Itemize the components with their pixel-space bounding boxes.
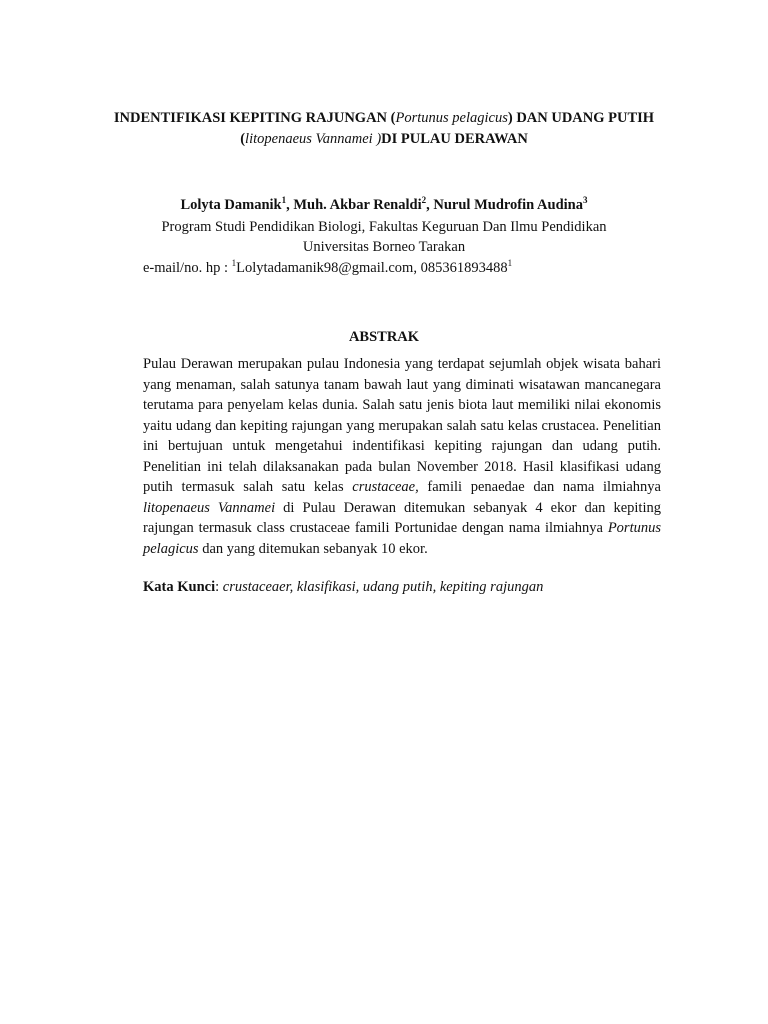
keywords-terms: crustaceaer, klasifikasi, udang putih, kepiting rajungan: [222, 579, 544, 595]
affiliation: [100, 217, 668, 257]
title-species-shrimp: litopenaeus Vannamei ): [245, 131, 382, 147]
affiliation-department: Program Studi Pendidikan Biologi, Fakultas Keguruan Dan Ilmu Pendidikan: [161, 219, 607, 235]
author-affiliation-mark: 1: [281, 195, 287, 206]
affiliation-university: Universitas Borneo Tarakan: [302, 239, 466, 255]
contact-mark: 1: [231, 258, 237, 269]
abstract-text: dan yang ditemukan sebanyak 10 ekor.: [198, 540, 428, 557]
abstract-heading: ABSTRAK: [348, 329, 420, 345]
title-text: DI PULAU DERAWAN: [381, 131, 528, 147]
contact-line: [143, 258, 512, 278]
abstract-italic: crustaceae,: [352, 479, 419, 495]
abstract-italic: Portunus pelagicus: [143, 520, 661, 557]
contact-mark: 1: [507, 258, 513, 269]
abstract-text: famili penaedae dan nama ilmiahnya: [418, 479, 661, 495]
author-name: , Muh. Akbar Renaldi: [286, 197, 422, 213]
keywords-line: [143, 577, 543, 597]
keywords-separator: :: [215, 579, 223, 595]
abstract-text: Pulau Derawan merupakan pulau Indonesia yang terdapat sejumlah objek wisata bahari yang menaman, salah satunya tanam bawah laut yang diminati wisatawan mancanegara terutama para penyelam kelas dunia. Salah satu jenis biota laut memiliki nilai ekonomis yaitu udang dan kepiting rajungan yang merupakan salah satu kelas crustacea. Penelitian ini bertujuan untuk mengetahui indentifikasi kepiting rajungan dan udang putih. Penelitian ini telah dilaksanakan pada bulan November 2018. Hasil klasifikasi udang putih termasuk salah satu kelas: [143, 356, 661, 495]
author-affiliation-mark: 2: [421, 195, 427, 206]
abstract-italic: litopenaeus Vannamei: [143, 499, 276, 516]
abstract-body: [143, 354, 661, 559]
title-text: ) DAN UDANG PUTIH (: [240, 110, 655, 147]
author-name: Lolyta Damanik: [180, 197, 282, 213]
author-name: , Nurul Mudrofin Audina: [426, 197, 583, 213]
author-line: [100, 195, 668, 215]
keywords-label: Kata Kunci: [143, 579, 216, 595]
title-species-crab: Portunus pelagicus: [395, 110, 508, 126]
contact-label: e-mail/no. hp :: [143, 260, 232, 276]
abstract-text: di Pulau Derawan ditemukan sebanyak 4 ekor dan kepiting rajungan termasuk class crustaceae famili Portunidae dengan nama ilmiahnya: [143, 499, 661, 536]
title-text: INDENTIFIKASI KEPITING RAJUNGAN (: [113, 110, 396, 126]
contact-details: Lolytadamanik98@gmail.com, 085361893488: [236, 260, 508, 276]
paper-title: [100, 108, 668, 150]
author-affiliation-mark: 3: [583, 195, 588, 206]
